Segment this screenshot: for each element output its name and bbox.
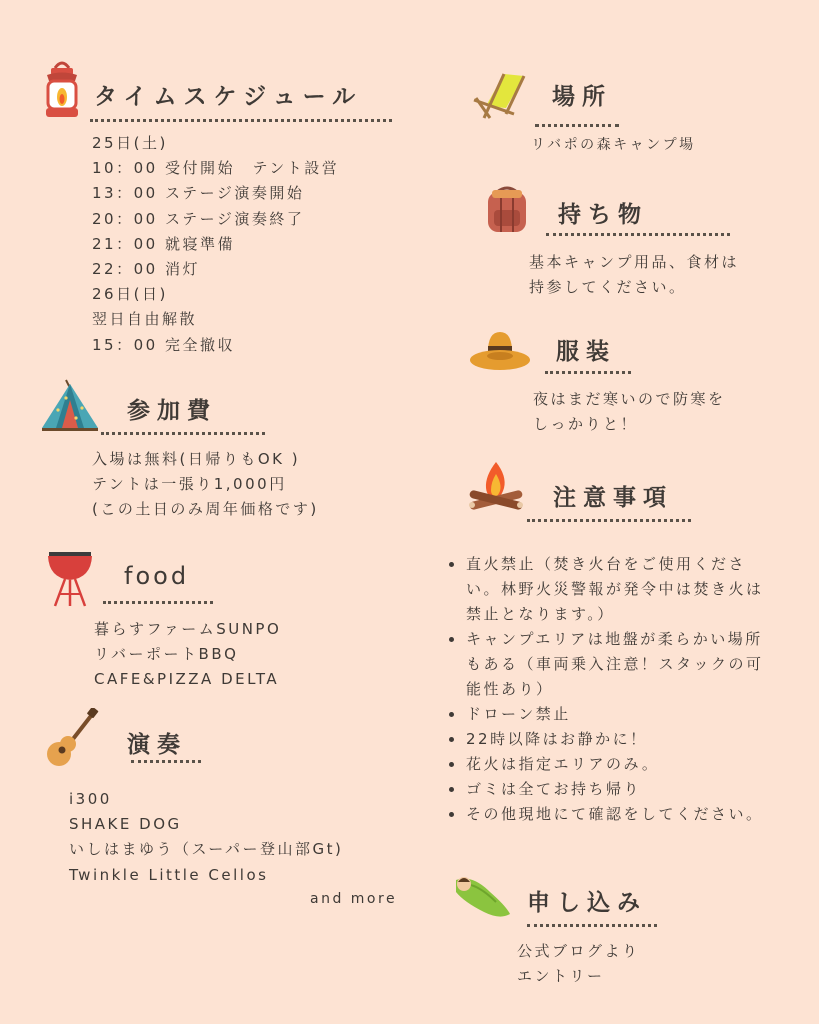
place-title-underline xyxy=(535,124,619,127)
fee-list xyxy=(92,447,319,523)
guitar-icon xyxy=(44,708,100,770)
bbq-grill-icon xyxy=(45,548,95,610)
fee-line: (この土日のみ周年価格です) xyxy=(92,500,319,519)
belongings-line: 持参してください。 xyxy=(529,278,687,297)
schedule-line: 20：00 ステージ演奏終了 xyxy=(92,209,305,228)
notes-item: 22時以降はお静かに！ xyxy=(446,727,776,752)
schedule-line: 10：00 受付開始 テント設営 xyxy=(92,159,340,178)
place-text: リバポの森キャンプ場 xyxy=(531,137,696,153)
notes-item: 直火禁止（焚き火台をご使用ください。林野火災警報が発令中は焚き火は禁止となります。） xyxy=(446,552,776,627)
apply-list xyxy=(517,938,640,988)
backpack-icon xyxy=(482,186,532,234)
clothing-line: 夜はまだ寒いので防寒を xyxy=(533,390,726,408)
schedule-list xyxy=(92,131,339,358)
belongings-title-underline xyxy=(546,233,730,236)
schedule-line: 13：00 ステージ演奏開始 xyxy=(92,184,305,203)
schedule-line: 22：00 消灯 xyxy=(92,259,200,278)
schedule-line: 26日(日) xyxy=(92,285,168,304)
notes-title-underline xyxy=(527,519,691,522)
clothing-line: しっかりと！ xyxy=(533,415,639,434)
apply-title: 申し込み xyxy=(527,890,647,916)
food-title-underline xyxy=(103,601,213,604)
performance-line: SHAKE DOG xyxy=(69,815,182,834)
lantern-icon xyxy=(38,60,86,122)
fee-title-underline xyxy=(101,432,265,435)
belongings-title: 持ち物 xyxy=(558,202,648,228)
food-title: food xyxy=(124,562,190,590)
food-line: リバーポートBBQ xyxy=(94,645,239,664)
clothing-list xyxy=(533,387,726,437)
belongings-line: 基本キャンプ用品、食材は xyxy=(529,253,740,271)
performance-list xyxy=(69,787,343,888)
apply-line: 公式ブログより xyxy=(517,942,640,960)
hat-icon xyxy=(468,326,532,374)
sleeping-bag-icon xyxy=(450,872,514,922)
performance-line: i300 xyxy=(69,790,112,808)
notes-item: ゴミは全てお持ち帰り xyxy=(446,777,776,802)
notes-item: キャンプエリアは地盤が柔らかい場所もある（車両乗入注意！スタックの可能性あり） xyxy=(446,627,776,702)
performance-title-underline xyxy=(131,760,201,763)
notes-item: その他現地にて確認をしてください。 xyxy=(446,802,776,827)
food-line: CAFE&PIZZA DELTA xyxy=(94,670,280,689)
fee-line: 入場は無料(日帰りもOK ) xyxy=(92,450,301,468)
apply-title-underline xyxy=(527,924,657,927)
schedule-title-underline xyxy=(90,119,392,122)
fee-title: 参加費 xyxy=(127,398,217,424)
place-title: 場所 xyxy=(552,84,612,110)
notes-title: 注意事項 xyxy=(553,485,673,511)
performance-line: いしはまゆう（スーパー登山部Gt) xyxy=(69,840,344,859)
schedule-line: 15：00 完全撤収 xyxy=(92,335,235,354)
beach-chair-icon xyxy=(470,70,528,122)
notes-list xyxy=(446,552,776,827)
notes-item: ドローン禁止 xyxy=(446,702,776,727)
fee-line: テントは一張り1,000円 xyxy=(92,475,287,494)
food-list xyxy=(94,617,281,693)
apply-line: エントリー xyxy=(517,967,605,986)
campfire-icon xyxy=(463,458,529,516)
schedule-line: 25日(土) xyxy=(92,134,168,152)
schedule-line: 21：00 就寝準備 xyxy=(92,234,235,253)
clothing-title-underline xyxy=(545,371,631,374)
tent-icon xyxy=(40,378,100,434)
notes-list-wrapper xyxy=(446,552,776,827)
schedule-line: 翌日自由解散 xyxy=(92,310,198,329)
performance-and-more: and more xyxy=(310,891,398,907)
notes-item: 花火は指定エリアのみ。 xyxy=(446,752,776,777)
schedule-title: タイムスケジュール xyxy=(94,84,363,110)
food-line: 暮らすファームSUNPO xyxy=(94,620,282,638)
performance-line: Twinkle Little Cellos xyxy=(69,865,269,884)
performance-title: 演奏 xyxy=(127,732,187,758)
clothing-title: 服装 xyxy=(556,339,616,365)
belongings-list xyxy=(529,249,739,299)
